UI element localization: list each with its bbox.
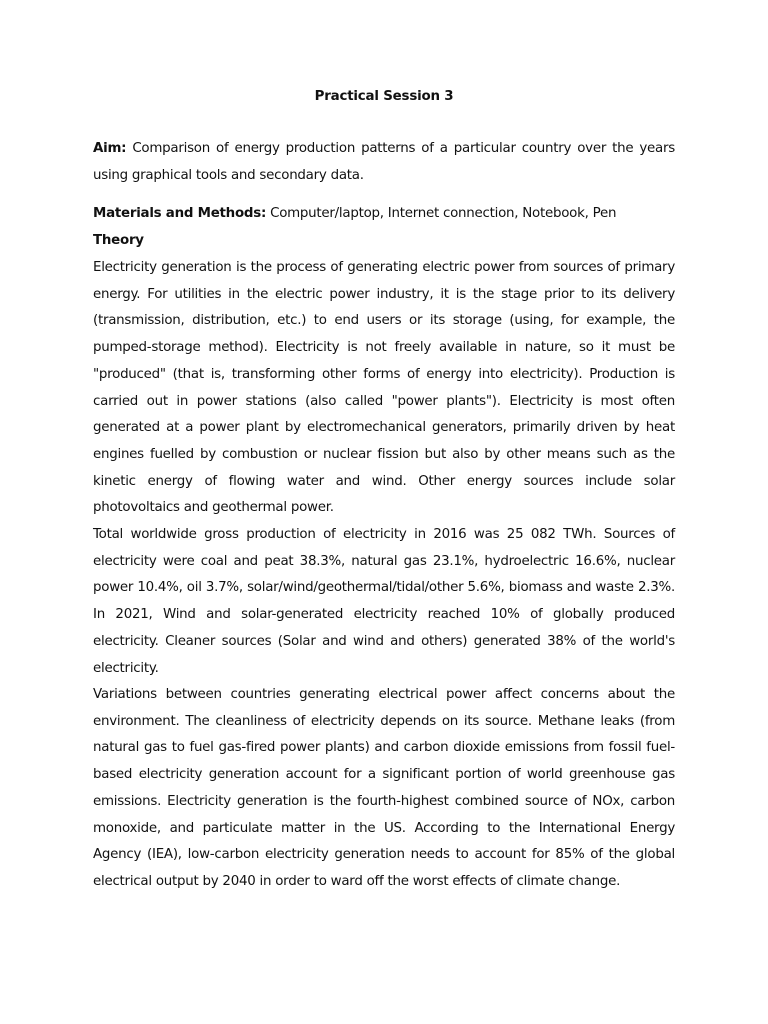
materials-section (93, 201, 675, 228)
theory-paragraph-3: Variations between countries generating electrical power affect concerns about the environment. The cleanliness of electricity depends on its source. Methane leaks (from natural gas to fuel gas-fired power plants) and carbon dioxide emissions from fossil fuel-based electricity generation account for a significant portion of world greenhouse gas emissions. Electricity generation is the fourth-highest combined source of NOx, carbon monoxide, and particulate matter in the US. According to the International Energy Agency (IEA), low-carbon electricity generation needs to account for 85% of the global electrical output by 2040 in order to ward off the worst effects of climate change. (93, 687, 675, 889)
theory-heading: Theory (93, 233, 144, 248)
theory-paragraph-1: Electricity generation is the process of generating electric power from sources of primary energy. For utilities in the electric power industry, it is the stage prior to its delivery (transmission, distribution, etc.) to end users or its storage (using, for example, the pumped-storage method). Electricity is not freely available in nature, so it must be "produced" (that is, transforming other forms of energy into electricity). Production is carried out in power stations (also called "power plants"). Electricity is most often generated at a power plant by electromechanical generators, primarily driven by heat engines fuelled by combustion or nuclear fission but also by other means such as the kinetic energy of flowing water and wind. Other energy sources include solar photovoltaics and geothermal power. (93, 260, 675, 516)
aim-label: Aim: (93, 141, 127, 156)
aim-text: Comparison of energy production patterns of a particular country over the years using graphical tools and secondary data. (93, 141, 675, 183)
materials-text: Computer/laptop, Internet connection, Notebook, Pen (270, 206, 617, 221)
page-title: Practical Session 3 (314, 89, 454, 104)
theory-paragraph-2: Total worldwide gross production of electricity in 2016 was 25 082 TWh. Sources of electricity were coal and peat 38.3%, natural gas 23.1%, hydroelectric 16.6%, nuclear power 10.4%, oil 3.7%, solar/wind/geothermal/tidal/other 5.6%, biomass and waste 2.3%. In 2021, Wind and solar-generated electricity reached 10% of globally produced electricity. Cleaner sources (Solar and wind and others) generated 38% of the world's electricity. (93, 527, 675, 676)
materials-label: Materials and Methods: (93, 206, 267, 221)
aim-section (93, 136, 675, 189)
